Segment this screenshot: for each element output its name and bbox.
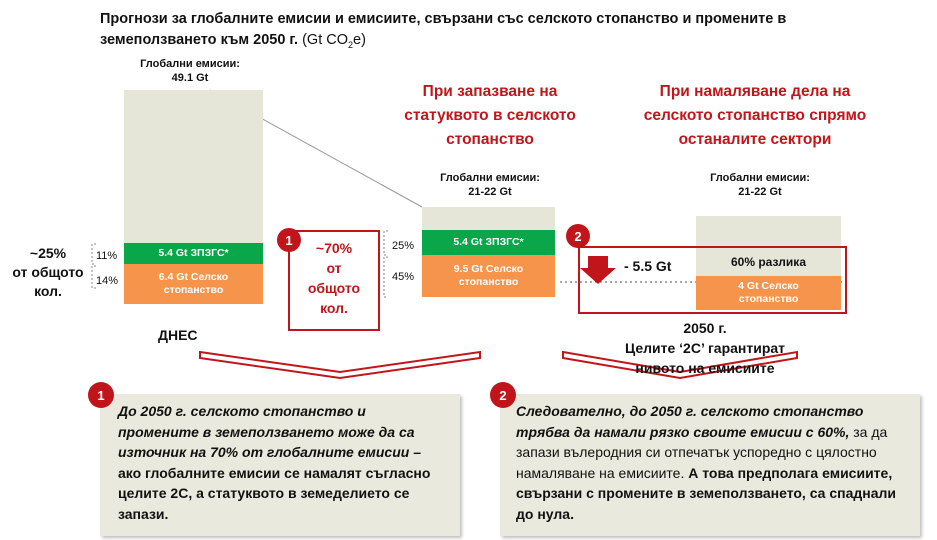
note-1-badge: 1 <box>88 382 114 408</box>
callout-1-box <box>288 230 380 331</box>
status-quo-pct-top: 25% <box>392 240 415 252</box>
reduced-heading: При намаляване дела на селското стопанство спрямо останалите сектори <box>643 83 867 148</box>
status-quo-zpzgs-label: 5.4 Gt ЗПЗГС* <box>453 236 524 248</box>
note-1-italic: До 2050 г. селското стопанство и промените в земеползването може да са източник на 70% от глобалните емисии <box>118 403 415 460</box>
callout-1-badge: 1 <box>277 228 301 252</box>
status-quo-agri-label: 9.5 Gt Селско стопанство <box>453 263 524 288</box>
status-quo-total-value: 21-22 Gt <box>468 186 512 198</box>
today-total-value: 49.1 Gt <box>171 72 209 84</box>
reduced-gap-label: 60% разлика <box>731 254 806 269</box>
today-zpzgs-label: 5.4 Gt ЗПЗГС* <box>158 247 229 259</box>
today-pct-bottom: 14% <box>96 275 119 287</box>
reduced-total-bar <box>696 216 841 248</box>
status-quo-total-label-text: Глобални емисии: <box>440 172 540 184</box>
unit-suffix: e) <box>353 32 366 48</box>
status-quo-pct-bottom: 45% <box>392 271 415 283</box>
today-total-label-text: Глобални емисии: <box>140 58 240 70</box>
note-1 <box>100 394 460 536</box>
today-agri-label: 6.4 Gt Селско стопанство <box>158 271 229 296</box>
today-share-label: ~25% от общото кол. <box>12 245 84 299</box>
title-line-2: земеползването към 2050 г. <box>100 32 299 48</box>
unit-sub: 2 <box>348 39 354 50</box>
note-1-rest: – ако глобалните емисии се намалят съгласно целите 2С, а статуквото в земеделието се запази. <box>118 444 431 522</box>
reduced-total-value: 21-22 Gt <box>738 186 782 198</box>
reduced-agri-label: 4 Gt Селско стопанство <box>738 280 799 305</box>
today-pct-top: 11% <box>96 250 118 262</box>
today-total-bar <box>124 90 263 243</box>
today-agri-bar <box>124 264 263 304</box>
callout-2-box <box>578 246 847 314</box>
reduced-total-label-text: Глобални емисии: <box>710 172 810 184</box>
status-quo-heading: При запазване на статуквото в селското стопанство <box>404 83 576 148</box>
note-2-italic: Следователно, до 2050 г. селското стопанство трябва да намали рязко своите емисии с 60%, <box>516 403 864 440</box>
title-line-1: Прогнози за глобалните емисии и емисиите, свързани със селското стопанство и промените в <box>100 11 787 27</box>
note-2-badge: 2 <box>490 382 516 408</box>
status-quo-agri-bar <box>422 255 555 297</box>
status-quo-total-label <box>420 171 560 199</box>
today-x-label: ДНЕС <box>158 327 198 343</box>
reduced-total-label <box>690 171 830 199</box>
reduced-x-label: 2050 г. Целите ‘2С’ гарантират нивото на емисиите <box>624 320 786 376</box>
callout-2-badge: 2 <box>566 224 590 248</box>
note-2 <box>500 394 920 536</box>
note-2-bold: А това предполага емисиите, свързани с промените в земеползването, са спаднали до нула. <box>516 464 897 522</box>
today-zpzgs-bar <box>124 243 263 264</box>
status-quo-zpzgs-bar <box>422 230 555 255</box>
status-quo-total-bar <box>422 207 555 230</box>
reduced-reduction-label: - 5.5 Gt <box>624 258 672 274</box>
note-2-normal: за да запази вълеродния си отпечатък успоредно с цялостно намаляване на емисиите. <box>516 423 888 481</box>
callout-1-text: ~70% от общото кол. <box>307 240 361 316</box>
unit-prefix: (Gt CO <box>302 32 349 48</box>
today-total-label <box>120 57 260 85</box>
